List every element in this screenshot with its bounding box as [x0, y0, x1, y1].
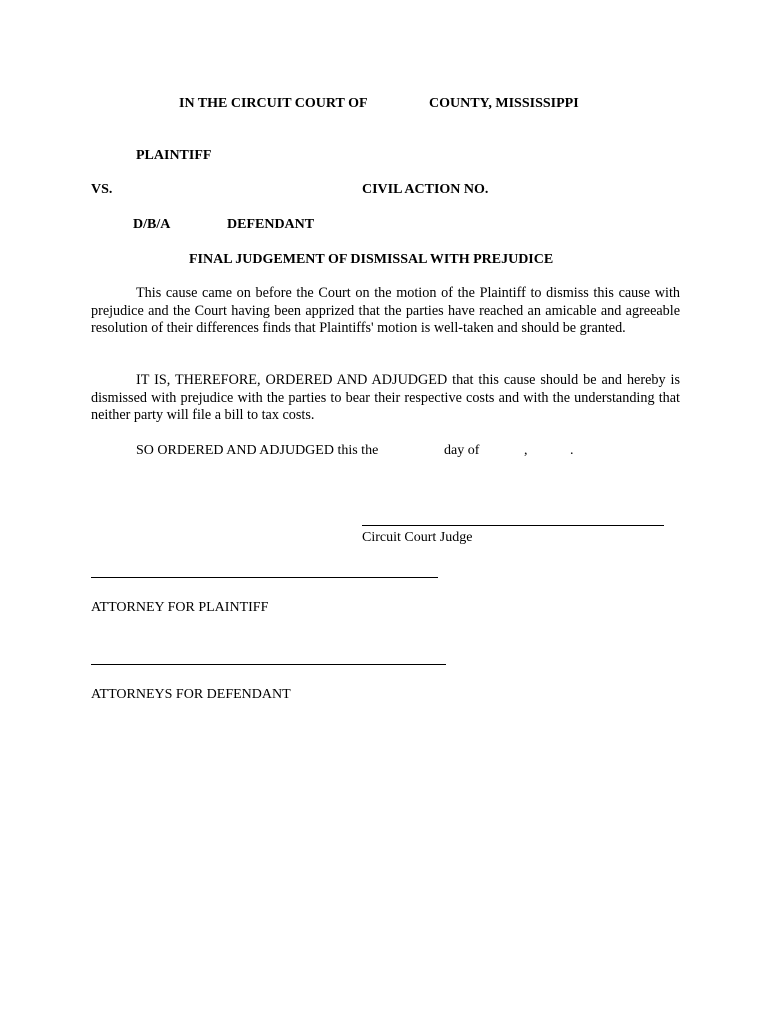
paragraph-order: IT IS, THEREFORE, ORDERED AND ADJUDGED that this cause should be and hereby is dismissed with prejudice with the parties to bear their respective costs and with the understanding that neither party will file a bill to tax costs. [91, 372, 680, 423]
order-line-prefix: SO ORDERED AND ADJUDGED this the [136, 443, 379, 458]
defendant-label: DEFENDANT [227, 217, 315, 232]
order-line-day-of: day of [444, 443, 480, 458]
vs-label: VS. [91, 182, 113, 197]
plaintiff-attorney-label: ATTORNEY FOR PLAINTIFF [91, 600, 269, 615]
judge-signature-line [362, 525, 664, 526]
order-line-period: . [570, 443, 574, 458]
county-suffix: COUNTY, MISSISSIPPI [429, 96, 579, 111]
paragraph-motion: This cause came on before the Court on the motion of the Plaintiff to dismiss this cause with prejudice and the Court having been apprized that the parties have reached an amicable and agreeable resolution of their differences finds that Plaintiffs' motion is well-taken and should be granted. [91, 285, 680, 336]
order-line-comma: , [524, 443, 528, 458]
plaintiff-label: PLAINTIFF [136, 148, 212, 163]
defendant-attorney-signature-line [91, 664, 446, 665]
plaintiff-attorney-signature-line [91, 577, 438, 578]
document-title: FINAL JUDGEMENT OF DISMISSAL WITH PREJUDICE [189, 252, 554, 267]
civil-action-label: CIVIL ACTION NO. [362, 182, 489, 197]
defendant-attorneys-label: ATTORNEYS FOR DEFENDANT [91, 687, 291, 702]
dba-label: D/B/A [133, 217, 171, 232]
court-prefix: IN THE CIRCUIT COURT OF [179, 96, 368, 111]
judge-label: Circuit Court Judge [362, 530, 473, 545]
